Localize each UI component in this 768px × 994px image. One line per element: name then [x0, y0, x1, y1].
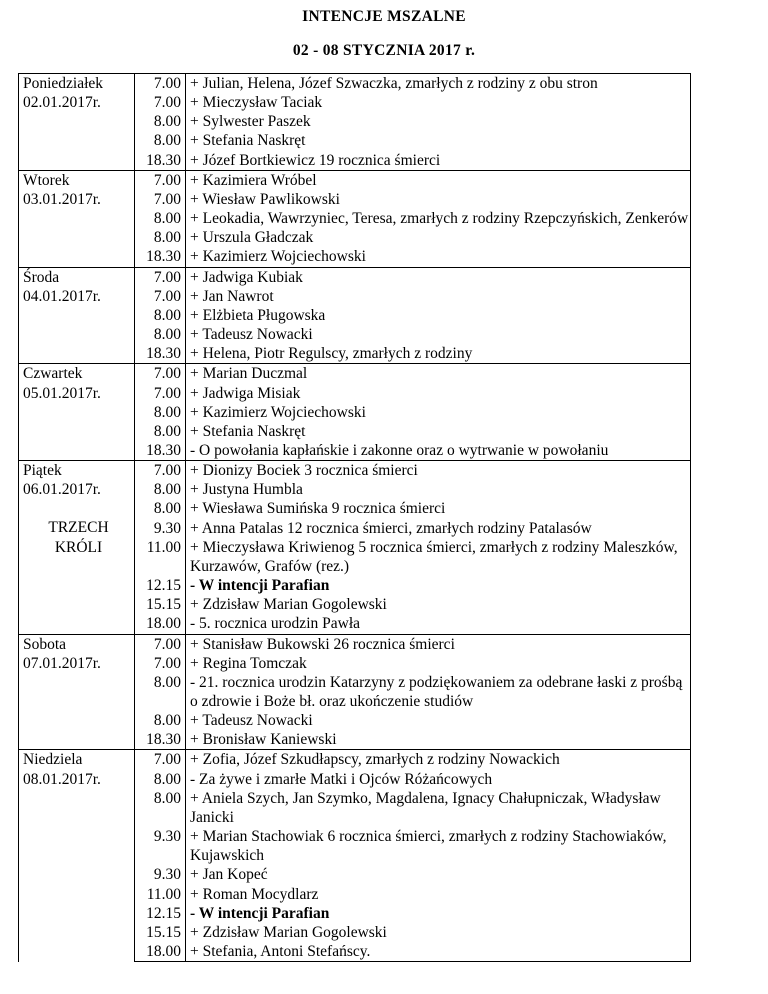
mass-intention: - 21. rocznica urodzin Katarzyny z podziękowaniem za odebrane łaski z prośbą o zdrowie i Boże bł. oraz ukończenie studiów [186, 673, 691, 711]
mass-time: 8.00 [135, 131, 186, 150]
mass-intention: + Kazimiera Wróbel [186, 170, 691, 190]
mass-intention: + Stefania Naskręt [186, 422, 691, 441]
mass-time: 9.30 [135, 865, 186, 884]
mass-intention: + Justyna Humbla [186, 480, 691, 499]
mass-intention: + Mieczysław Taciak [186, 93, 691, 112]
mass-intention: + Jan Nawrot [186, 287, 691, 306]
mass-intention: - 5. rocznica urodzin Pawła [186, 614, 691, 634]
day-date: 07.01.2017r. [23, 654, 101, 672]
mass-time: 15.15 [135, 595, 186, 614]
day-cell [19, 634, 135, 750]
mass-intention: + Mieczysława Kriwienog 5 rocznica śmierci, zmarłych z rodziny Maleszków, Kurzawów, Grafów (rez.) [186, 538, 691, 576]
mass-time: 12.15 [135, 576, 186, 595]
day-cell [19, 750, 135, 962]
mass-intention: + Leokadia, Wawrzyniec, Teresa, zmarłych z rodziny Rzepczyńskich, Zenkerów [186, 209, 691, 228]
day-date: 05.01.2017r. [23, 384, 101, 402]
mass-time: 7.00 [135, 267, 186, 287]
mass-time: 8.00 [135, 422, 186, 441]
mass-intention: + Urszula Gładczak [186, 228, 691, 247]
day-cell [19, 364, 135, 461]
mass-row [19, 170, 691, 190]
mass-time: 8.00 [135, 673, 186, 711]
mass-time: 9.30 [135, 827, 186, 865]
mass-intention: + Aniela Szych, Jan Szymko, Magdalena, Ignacy Chałupniczak, Władysław Janicki [186, 789, 691, 827]
mass-intention: + Tadeusz Nowacki [186, 325, 691, 344]
mass-row [19, 461, 691, 481]
day-cell [19, 170, 135, 267]
mass-intention: + Julian, Helena, Józef Szwaczka, zmarłych z rodziny z obu stron [186, 74, 691, 94]
mass-intention: + Stanisław Bukowski 26 rocznica śmierci [186, 634, 691, 654]
mass-intentions-table [18, 73, 691, 962]
mass-time: 7.00 [135, 634, 186, 654]
mass-intention: + Sylwester Paszek [186, 112, 691, 131]
mass-intention: + Wiesława Sumińska 9 rocznica śmierci [186, 499, 691, 518]
mass-intention: + Helena, Piotr Regulscy, zmarłych z rodziny [186, 344, 691, 364]
mass-time: 11.00 [135, 885, 186, 904]
mass-time: 8.00 [135, 306, 186, 325]
mass-time: 7.00 [135, 190, 186, 209]
mass-time: 11.00 [135, 538, 186, 576]
mass-time: 18.30 [135, 151, 186, 171]
mass-time: 8.00 [135, 770, 186, 789]
mass-intention: + Stefania, Antoni Stefańscy. [186, 942, 691, 962]
mass-intention: + Kazimierz Wojciechowski [186, 403, 691, 422]
mass-time: 8.00 [135, 480, 186, 499]
mass-intention: + Dionizy Bociek 3 rocznica śmierci [186, 461, 691, 481]
mass-intention: + Tadeusz Nowacki [186, 711, 691, 730]
day-name: Środa [23, 268, 60, 286]
day-name: Piątek [23, 462, 62, 480]
mass-time: 7.00 [135, 287, 186, 306]
day-name: Sobota [23, 635, 67, 653]
mass-intention: + Jadwiga Kubiak [186, 267, 691, 287]
day-date: 03.01.2017r. [23, 190, 101, 208]
day-cell [19, 461, 135, 634]
mass-intention: - O powołania kapłańskie i zakonne oraz o wytrwanie w powołaniu [186, 441, 691, 461]
mass-time: 8.00 [135, 325, 186, 344]
mass-intention: + Anna Patalas 12 rocznica śmierci, zmarłych rodziny Patalasów [186, 519, 691, 538]
mass-time: 8.00 [135, 789, 186, 827]
mass-time: 8.00 [135, 112, 186, 131]
mass-intention: - W intencji Parafian [186, 904, 691, 923]
mass-intention: - Za żywe i zmarłe Matki i Ojców Różańcowych [186, 770, 691, 789]
day-date: 02.01.2017r. [23, 94, 101, 112]
mass-time: 18.30 [135, 730, 186, 750]
mass-intention: + Marian Duczmal [186, 364, 691, 384]
mass-time: 7.00 [135, 384, 186, 403]
mass-time: 8.00 [135, 499, 186, 518]
page-title: INTENCJE MSZALNE [302, 8, 466, 25]
mass-time: 18.00 [135, 614, 186, 634]
mass-intention: + Bronisław Kaniewski [186, 730, 691, 750]
mass-intention: + Elżbieta Pługowska [186, 306, 691, 325]
mass-time: 7.00 [135, 461, 186, 481]
mass-time: 8.00 [135, 711, 186, 730]
mass-time: 8.00 [135, 403, 186, 422]
mass-intention: + Jadwiga Misiak [186, 384, 691, 403]
mass-row [19, 750, 691, 770]
mass-time: 7.00 [135, 750, 186, 770]
day-name: Poniedziałek [23, 75, 104, 92]
mass-row [19, 267, 691, 287]
mass-intention: + Zdzisław Marian Gogolewski [186, 595, 691, 614]
mass-time: 18.30 [135, 441, 186, 461]
mass-intention: + Józef Bortkiewicz 19 rocznica śmierci [186, 151, 691, 171]
day-date: 04.01.2017r. [23, 287, 101, 305]
mass-time: 7.00 [135, 93, 186, 112]
mass-intention: + Jan Kopeć [186, 865, 691, 884]
mass-time: 8.00 [135, 228, 186, 247]
mass-time: 18.30 [135, 344, 186, 364]
mass-time: 8.00 [135, 209, 186, 228]
mass-intention: + Zdzisław Marian Gogolewski [186, 923, 691, 942]
mass-row [19, 74, 691, 94]
mass-row [19, 634, 691, 654]
mass-intention: + Stefania Naskręt [186, 131, 691, 150]
mass-intention: - W intencji Parafian [186, 576, 691, 595]
mass-time: 9.30 [135, 519, 186, 538]
day-name: Czwartek [23, 365, 83, 383]
mass-intention: + Zofia, Józef Szkudłapscy, zmarłych z rodziny Nowackich [186, 750, 691, 770]
day-cell [19, 267, 135, 364]
day-name: Wtorek [23, 171, 70, 189]
day-date: 06.01.2017r. [23, 481, 101, 499]
mass-intention: + Marian Stachowiak 6 rocznica śmierci, zmarłych z rodziny Stachowiaków, Kujawskich [186, 827, 691, 865]
mass-time: 7.00 [135, 170, 186, 190]
mass-time: 12.15 [135, 904, 186, 923]
day-cell [19, 74, 135, 171]
mass-time: 7.00 [135, 364, 186, 384]
day-name: Niedziela [23, 751, 83, 769]
mass-time: 7.00 [135, 654, 186, 673]
mass-time: 18.00 [135, 942, 186, 962]
mass-intention: + Regina Tomczak [186, 654, 691, 673]
mass-time: 7.00 [135, 74, 186, 94]
feast-label: TRZECH KRÓLI [48, 519, 109, 556]
mass-intention: + Kazimierz Wojciechowski [186, 247, 691, 267]
mass-time: 18.30 [135, 247, 186, 267]
mass-intention: + Roman Mocydlarz [186, 885, 691, 904]
day-date: 08.01.2017r. [23, 770, 101, 788]
mass-row [19, 364, 691, 384]
mass-time: 15.15 [135, 923, 186, 942]
date-range-subtitle: 02 - 08 STYCZNIA 2017 r. [292, 42, 476, 59]
mass-intention: + Wiesław Pawlikowski [186, 190, 691, 209]
